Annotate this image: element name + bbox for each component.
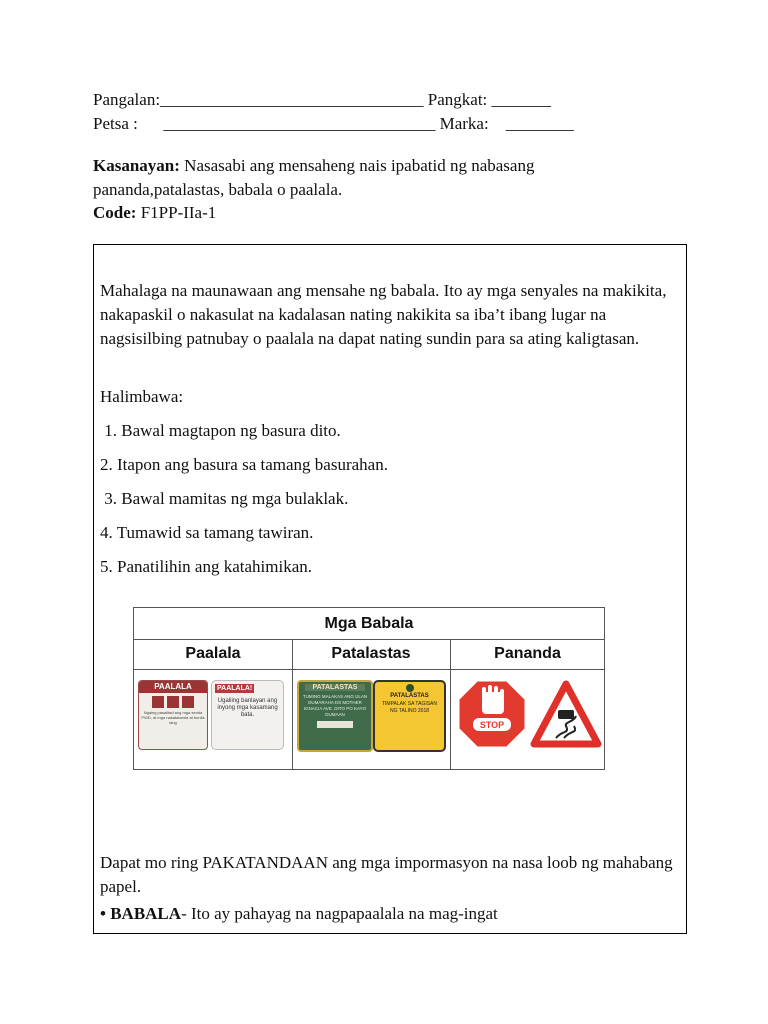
example-1: 1. Bawal magtapon ng basura dito. — [100, 421, 341, 440]
column-paalala: Paalala — [134, 639, 292, 670]
example-4: 4. Tumawid sa tamang tawiran. — [100, 523, 314, 542]
date-line: Petsa : ________________________________ Marka: ________ — [93, 114, 574, 133]
skill-text: Nasasabi ang mensaheng nais ipabatid ng nabasang — [179, 156, 535, 175]
babala-text: - Ito ay pahayag na nagpapaalala na mag-ingat — [181, 904, 498, 923]
paalala-sign-image-2 — [211, 680, 284, 750]
paalala-sign-image — [138, 680, 208, 750]
examples-label: Halimbawa: — [100, 387, 184, 406]
name-line: Pangalan:_______________________________ Pangkat: _______ — [93, 90, 552, 109]
column-pananda: Pananda — [450, 639, 605, 670]
skill-label: Kasanayan: — [93, 156, 180, 175]
skill-line — [93, 156, 534, 176]
column-divider — [292, 639, 293, 769]
stop-hand-icon — [456, 678, 528, 750]
reminder-paragraph: Dapat mo ring PAKATANDAAN ang mga impormasyon na nasa loob ng mahabang papel. — [100, 853, 673, 896]
babala-definition — [100, 904, 498, 924]
accessibility-icon — [139, 696, 207, 708]
example-3: 3. Bawal mamitas ng mga bulaklak. — [100, 489, 349, 508]
slippery-road-icon — [530, 678, 602, 750]
patalastas-sign-text-2: TIMPALAK SA TAGISAN NG TALINO 2018 — [381, 701, 438, 714]
skill-text-2: pananda,patalastas, babala o paalala. — [93, 180, 343, 199]
paalala-sign-title: PAALALA — [139, 681, 207, 693]
seal-icon — [406, 684, 414, 692]
column-divider — [450, 639, 451, 769]
paalala-sign-text: Ngaing pasalitad ang mga senda PWD, at mga nakatatanda at buntis lang — [141, 710, 205, 725]
code-value: F1PP-IIa-1 — [136, 203, 217, 222]
example-2: 2. Itapon ang basura sa tamang basurahan. — [100, 455, 388, 474]
intro-paragraph: Mahalaga na maunawaan ang mensahe ng babala. Ito ay mga senyales na makikita, nakapaskil o nakasulat na kadalasan nating nakikita sa iba’t ibang lugar na nagsisilbing patnubay o paalala na dapat nating sundin para sa ating kaligtasan. — [100, 281, 667, 348]
column-patalastas: Patalastas — [292, 639, 450, 670]
stop-label: STOP — [479, 720, 505, 730]
patalastas-sign-title: PATALASTAS — [305, 684, 365, 691]
patalastas-sign-text: TUMING MALAKAS ANG ULAN DUMARAHA DS MOTHER IGNACIA AVE. DITO PO KAYO DUMAAN — [302, 694, 368, 717]
slippery-road-sign-image — [530, 678, 602, 750]
table-title: Mga Babala — [134, 608, 604, 640]
arrow-icon — [317, 721, 353, 728]
patalastas-sign-title-2: PATALASTAS — [390, 693, 429, 699]
babala-table — [133, 607, 605, 770]
paalala-sign-text-2: Ugaliing banlayan ang inyong mga kasamang bata. — [217, 698, 278, 718]
example-5: 5. Panatilihin ang katahimikan. — [100, 557, 312, 576]
code-label: Code: — [93, 203, 137, 222]
patalastas-sign-image-2 — [373, 680, 446, 752]
code-line — [93, 203, 216, 223]
patalastas-sign-image — [297, 680, 373, 752]
paalala-sign-title-2: PAALALA! — [217, 685, 253, 692]
stop-sign-image — [456, 678, 528, 750]
content-box — [93, 244, 687, 934]
babala-label: • BABALA — [100, 904, 182, 923]
